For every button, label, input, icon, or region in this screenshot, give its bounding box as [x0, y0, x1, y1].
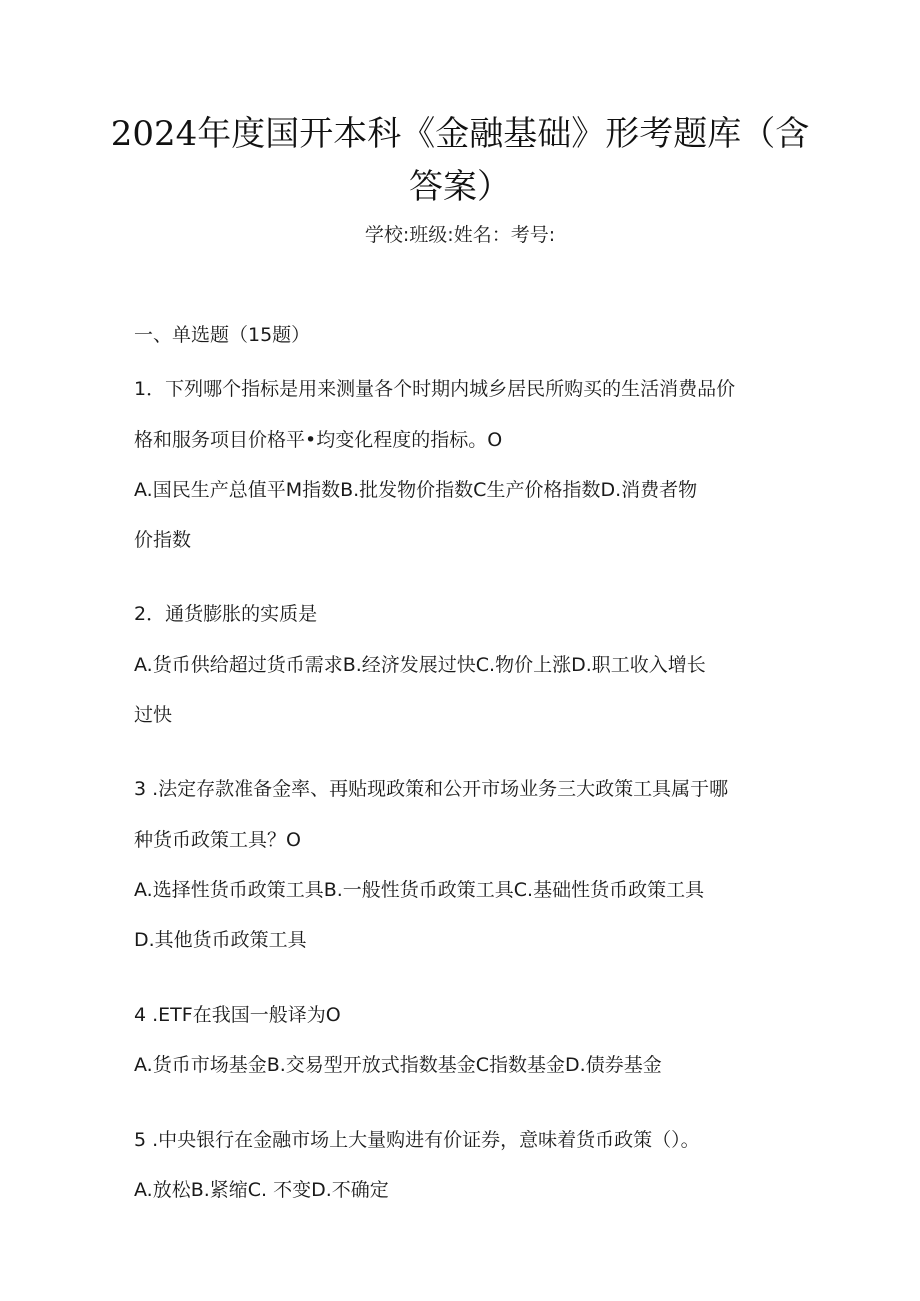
question-3-stem-line-2: 种货币政策工具？O [134, 829, 301, 851]
question-3-options-line-1: A.选择性货币政策工具B.一般性货币政策工具C.基础性货币政策工具 [134, 879, 705, 901]
section-heading: 一、单选题（15题） [134, 324, 311, 346]
question-1-stem-line-2: 格和服务项目价格平•均变化程度的指标。O [134, 429, 503, 451]
question-2-stem-line-1: 2．通货膨胀的实质是 [134, 603, 318, 625]
question-1-stem-line-1: 1．下列哪个指标是用来测量各个时期内城乡居民所购买的生活消费品价 [134, 378, 736, 400]
question-4-options-line-1: A.货币市场基金B.交易型开放式指数基金C指数基金D.债券基金 [134, 1054, 662, 1076]
title-line-2: 答案） [409, 167, 511, 207]
question-5-options-line-1: A.放松B.紧缩C. 不变D.不确定 [134, 1179, 389, 1201]
document-title [110, 108, 810, 214]
student-info-line: 学校:班级:姓名：考号: [364, 224, 556, 246]
question-3-options-line-2: D.其他货币政策工具 [134, 929, 307, 951]
question-3-stem-line-1: 3 .法定存款准备金率、再贴现政策和公开市场业务三大政策工具属于哪 [134, 778, 729, 800]
question-4-stem-line-1: 4 .ETF在我国一般译为O [134, 1004, 341, 1026]
question-1-options-line-2: 价指数 [134, 529, 192, 551]
question-2-options-line-2: 过快 [134, 704, 173, 726]
title-line-1: 2024年度国开本科《金融基础》形考题库（含 [110, 114, 810, 154]
question-2-options-line-1: A.货币供给超过货币需求B.经济发展过快C.物价上涨D.职工收入增长 [134, 654, 706, 676]
question-5-stem-line-1: 5 .中央银行在金融市场上大量购进有价证券，意味着货币政策（）。 [134, 1129, 700, 1151]
question-1-options-line-1: A.国民生产总值平M指数B.批发物价指数C生产价格指数D.消费者物 [134, 479, 698, 501]
